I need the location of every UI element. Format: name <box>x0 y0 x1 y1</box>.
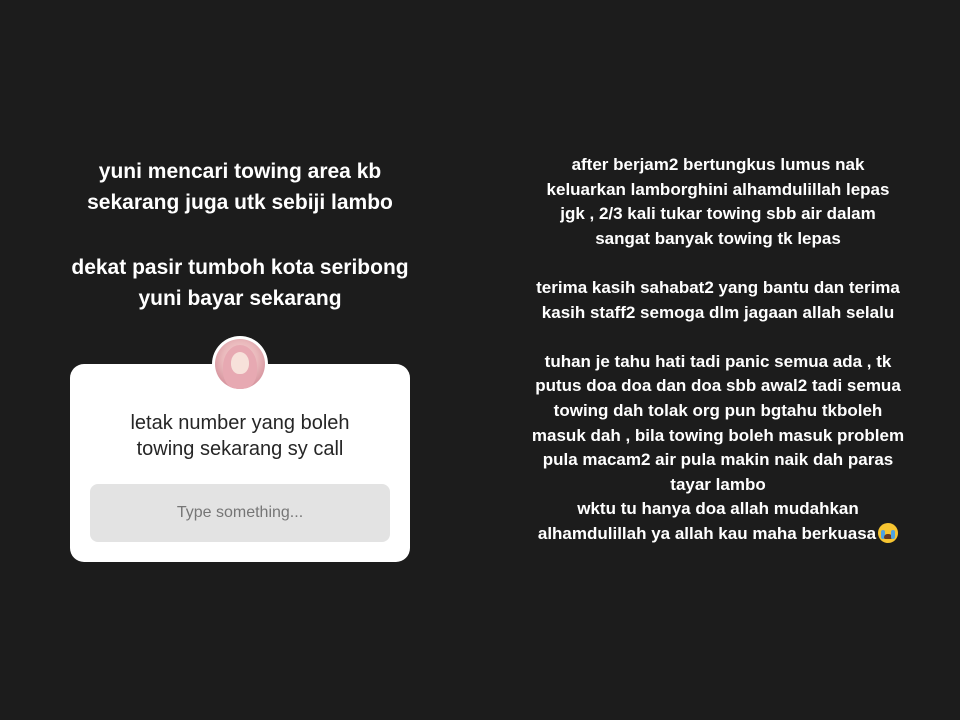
caption-line: sangat banyak towing tk lepas <box>595 228 841 248</box>
caption-line: sekarang juga utk sebiji lambo <box>87 191 393 214</box>
caption-line: jgk , 2/3 kali tukar towing sbb air dalam <box>560 204 876 224</box>
right-caption <box>488 153 948 547</box>
caption-line: keluarkan lamborghini alhamdulillah lepas <box>546 179 890 199</box>
caption-line: yuni mencari towing area kb <box>98 160 382 183</box>
question-sticker-avatar <box>212 336 268 392</box>
caption-line: tayar lambo <box>670 474 766 494</box>
caption-line: putus doa doa dan doa sbb awal2 tadi semua <box>535 376 901 396</box>
caption-line: dekat pasir tumboh kota seribong <box>71 256 409 279</box>
answer-input[interactable] <box>90 484 390 542</box>
caption-line: tuhan je tahu hati tadi panic semua ada , tk <box>544 351 892 371</box>
question-line: towing sekarang sy call <box>136 438 344 460</box>
question-line: letak number yang boleh <box>130 412 350 434</box>
caption-line-last <box>488 522 948 547</box>
left-caption-top <box>20 156 460 218</box>
caption-line: terima kasih sahabat2 yang bantu dan terima <box>536 277 900 297</box>
left-caption-bottom <box>20 252 460 314</box>
question-sticker <box>70 364 410 562</box>
question-text <box>70 410 410 462</box>
caption-text: alhamdulillah ya allah kau maha berkuasa <box>537 523 877 543</box>
caption-line: yuni bayar sekarang <box>138 287 342 310</box>
answer-placeholder: Type something... <box>176 504 304 521</box>
caption-line: after berjam2 bertungkus lumus nak <box>571 155 865 174</box>
caption-line: kasih staff2 semoga dlm jagaan allah selalu <box>541 302 895 322</box>
avatar-image <box>215 339 265 389</box>
caption-line: towing dah tolak org pun bgtahu tkboleh <box>553 400 883 420</box>
loudly-crying-face-icon <box>878 523 898 543</box>
caption-line: pula macam2 air pula makin naik dah paras <box>542 450 894 470</box>
caption-line: masuk dah , bila towing boleh masuk problem <box>531 425 905 445</box>
caption-line: wktu tu hanya doa allah mudahkan <box>577 499 859 519</box>
